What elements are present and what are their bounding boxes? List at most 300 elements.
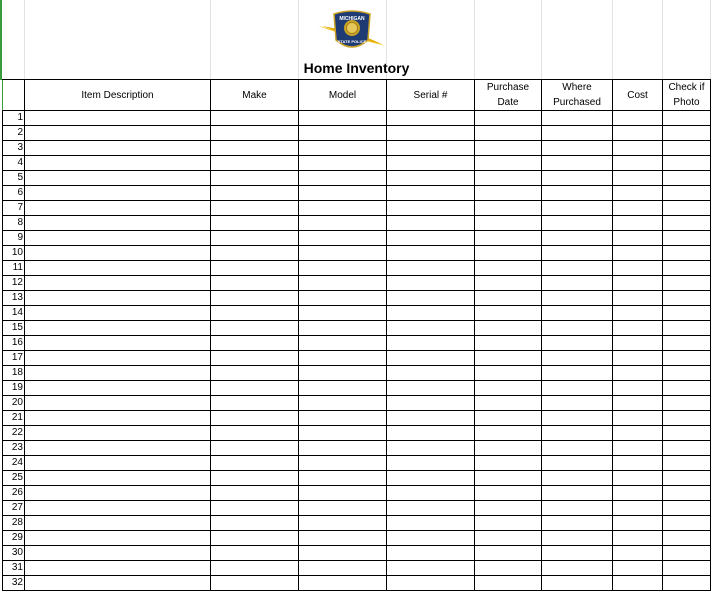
table-cell[interactable] xyxy=(475,216,542,231)
table-cell[interactable] xyxy=(387,156,475,171)
row-number: 31 xyxy=(3,561,25,576)
table-cell[interactable] xyxy=(25,291,211,306)
table-cell[interactable] xyxy=(475,411,542,426)
table-cell[interactable] xyxy=(211,276,299,291)
table-cell[interactable] xyxy=(299,186,387,201)
table-cell[interactable] xyxy=(387,396,475,411)
table-cell[interactable] xyxy=(475,186,542,201)
table-cell[interactable] xyxy=(387,576,475,591)
table-row xyxy=(3,546,711,561)
table-cell[interactable] xyxy=(542,111,613,126)
table-cell[interactable] xyxy=(25,171,211,186)
table-cell[interactable] xyxy=(613,231,663,246)
table-cell[interactable] xyxy=(475,501,542,516)
table-cell[interactable] xyxy=(663,396,711,411)
table-cell[interactable] xyxy=(475,546,542,561)
table-cell[interactable] xyxy=(211,306,299,321)
table-cell[interactable] xyxy=(211,471,299,486)
row-number: 12 xyxy=(3,276,25,291)
table-cell[interactable] xyxy=(613,186,663,201)
table-cell[interactable] xyxy=(299,291,387,306)
table-cell[interactable] xyxy=(387,486,475,501)
table-cell[interactable] xyxy=(663,186,711,201)
table-cell[interactable] xyxy=(299,306,387,321)
table-cell[interactable] xyxy=(613,321,663,336)
table-cell[interactable] xyxy=(25,471,211,486)
table-cell[interactable] xyxy=(299,396,387,411)
table-cell[interactable] xyxy=(613,531,663,546)
table-cell[interactable] xyxy=(475,231,542,246)
table-cell[interactable] xyxy=(542,576,613,591)
table-cell[interactable] xyxy=(475,426,542,441)
table-cell[interactable] xyxy=(542,411,613,426)
table-cell[interactable] xyxy=(542,501,613,516)
table-cell[interactable] xyxy=(613,291,663,306)
table-cell[interactable] xyxy=(299,336,387,351)
table-cell[interactable] xyxy=(211,516,299,531)
table-cell[interactable] xyxy=(299,261,387,276)
table-cell[interactable] xyxy=(25,501,211,516)
table-cell[interactable] xyxy=(211,561,299,576)
table-cell[interactable] xyxy=(299,141,387,156)
table-cell[interactable] xyxy=(211,456,299,471)
table-cell[interactable] xyxy=(299,456,387,471)
table-cell[interactable] xyxy=(663,366,711,381)
table-cell[interactable] xyxy=(663,456,711,471)
table-cell[interactable] xyxy=(299,381,387,396)
table-cell[interactable] xyxy=(387,516,475,531)
table-cell[interactable] xyxy=(542,456,613,471)
table-cell[interactable] xyxy=(299,576,387,591)
table-row xyxy=(3,366,711,381)
table-cell[interactable] xyxy=(299,516,387,531)
table-cell[interactable] xyxy=(663,486,711,501)
table-cell[interactable] xyxy=(387,186,475,201)
row-number: 16 xyxy=(3,336,25,351)
table-cell[interactable] xyxy=(387,561,475,576)
table-cell[interactable] xyxy=(475,261,542,276)
table-cell[interactable] xyxy=(25,141,211,156)
table-cell[interactable] xyxy=(211,426,299,441)
table-cell[interactable] xyxy=(663,441,711,456)
table-cell[interactable] xyxy=(387,471,475,486)
table-cell[interactable] xyxy=(663,471,711,486)
table-cell[interactable] xyxy=(542,141,613,156)
table-cell[interactable] xyxy=(387,381,475,396)
table-cell[interactable] xyxy=(211,486,299,501)
table-row xyxy=(3,381,711,396)
table-cell[interactable] xyxy=(25,111,211,126)
table-cell[interactable] xyxy=(25,456,211,471)
table-cell[interactable] xyxy=(475,531,542,546)
table-cell[interactable] xyxy=(663,576,711,591)
page-title: Home Inventory xyxy=(303,60,410,76)
table-cell[interactable] xyxy=(387,411,475,426)
table-cell[interactable] xyxy=(613,441,663,456)
table-cell[interactable] xyxy=(663,141,711,156)
table-cell[interactable] xyxy=(387,231,475,246)
table-cell[interactable] xyxy=(542,441,613,456)
table-cell[interactable] xyxy=(475,201,542,216)
row-number: 15 xyxy=(3,321,25,336)
table-cell[interactable] xyxy=(475,396,542,411)
table-cell[interactable] xyxy=(25,336,211,351)
table-cell[interactable] xyxy=(387,291,475,306)
table-cell[interactable] xyxy=(299,546,387,561)
table-cell[interactable] xyxy=(299,171,387,186)
table-cell[interactable] xyxy=(387,321,475,336)
table-cell[interactable] xyxy=(211,336,299,351)
table-cell[interactable] xyxy=(542,231,613,246)
table-cell[interactable] xyxy=(25,351,211,366)
table-cell[interactable] xyxy=(613,336,663,351)
table-cell[interactable] xyxy=(299,321,387,336)
table-cell[interactable] xyxy=(613,546,663,561)
table-row xyxy=(3,156,711,171)
table-cell[interactable] xyxy=(542,306,613,321)
table-row xyxy=(3,531,711,546)
table-cell[interactable] xyxy=(663,201,711,216)
table-cell[interactable] xyxy=(613,126,663,141)
table-cell[interactable] xyxy=(211,201,299,216)
table-cell[interactable] xyxy=(25,441,211,456)
table-cell[interactable] xyxy=(25,516,211,531)
table-cell[interactable] xyxy=(613,456,663,471)
column-header-where-purchased[interactable]: Where Purchased xyxy=(542,80,613,111)
table-cell[interactable] xyxy=(663,381,711,396)
table-cell[interactable] xyxy=(211,291,299,306)
table-cell[interactable] xyxy=(211,441,299,456)
table-cell[interactable] xyxy=(663,531,711,546)
table-cell[interactable] xyxy=(211,321,299,336)
table-cell[interactable] xyxy=(299,426,387,441)
table-cell[interactable] xyxy=(299,441,387,456)
table-cell[interactable] xyxy=(542,426,613,441)
table-cell[interactable] xyxy=(211,186,299,201)
table-cell[interactable] xyxy=(475,171,542,186)
table-cell[interactable] xyxy=(387,126,475,141)
table-cell[interactable] xyxy=(613,201,663,216)
table-cell[interactable] xyxy=(387,171,475,186)
table-row xyxy=(3,246,711,261)
table-cell[interactable] xyxy=(663,171,711,186)
table-cell[interactable] xyxy=(475,156,542,171)
table-cell[interactable] xyxy=(25,576,211,591)
column-header-item-description[interactable]: Item Description xyxy=(25,80,211,111)
table-cell[interactable] xyxy=(663,321,711,336)
table-cell[interactable] xyxy=(211,576,299,591)
table-cell[interactable] xyxy=(475,276,542,291)
table-cell[interactable] xyxy=(475,516,542,531)
table-cell[interactable] xyxy=(387,216,475,231)
table-cell[interactable] xyxy=(475,366,542,381)
table-cell[interactable] xyxy=(542,396,613,411)
row-number: 17 xyxy=(3,351,25,366)
table-cell[interactable] xyxy=(663,156,711,171)
row-number: 22 xyxy=(3,426,25,441)
table-cell[interactable] xyxy=(475,351,542,366)
table-row xyxy=(3,561,711,576)
table-cell[interactable] xyxy=(663,351,711,366)
table-cell[interactable] xyxy=(299,201,387,216)
table-cell[interactable] xyxy=(211,501,299,516)
table-cell[interactable] xyxy=(613,396,663,411)
row-number: 11 xyxy=(3,261,25,276)
table-cell[interactable] xyxy=(211,111,299,126)
table-cell[interactable] xyxy=(211,546,299,561)
table-cell[interactable] xyxy=(25,306,211,321)
table-cell[interactable] xyxy=(475,291,542,306)
table-cell[interactable] xyxy=(211,126,299,141)
table-cell[interactable] xyxy=(475,306,542,321)
table-cell[interactable] xyxy=(663,426,711,441)
table-cell[interactable] xyxy=(542,336,613,351)
table-cell[interactable] xyxy=(299,561,387,576)
table-cell[interactable] xyxy=(663,111,711,126)
table-cell[interactable] xyxy=(663,261,711,276)
table-cell[interactable] xyxy=(211,261,299,276)
table-cell[interactable] xyxy=(299,216,387,231)
table-row xyxy=(3,126,711,141)
table-cell[interactable] xyxy=(542,531,613,546)
table-cell[interactable] xyxy=(542,321,613,336)
table-cell[interactable] xyxy=(475,246,542,261)
table-cell[interactable] xyxy=(663,126,711,141)
table-cell[interactable] xyxy=(613,411,663,426)
table-cell[interactable] xyxy=(613,516,663,531)
row-number: 14 xyxy=(3,306,25,321)
table-cell[interactable] xyxy=(25,126,211,141)
table-cell[interactable] xyxy=(299,276,387,291)
table-cell[interactable] xyxy=(613,351,663,366)
table-cell[interactable] xyxy=(299,231,387,246)
table-cell[interactable] xyxy=(542,366,613,381)
table-cell[interactable] xyxy=(25,231,211,246)
table-row xyxy=(3,456,711,471)
table-cell[interactable] xyxy=(542,486,613,501)
table-cell[interactable] xyxy=(663,306,711,321)
table-cell[interactable] xyxy=(475,111,542,126)
table-cell[interactable] xyxy=(613,276,663,291)
table-cell[interactable] xyxy=(387,501,475,516)
column-header-model[interactable]: Model xyxy=(299,80,387,111)
table-cell[interactable] xyxy=(299,126,387,141)
table-cell[interactable] xyxy=(211,381,299,396)
table-cell[interactable] xyxy=(211,171,299,186)
table-cell[interactable] xyxy=(542,381,613,396)
row-number-header[interactable] xyxy=(3,80,25,111)
table-cell[interactable] xyxy=(299,411,387,426)
table-cell[interactable] xyxy=(542,171,613,186)
table-cell[interactable] xyxy=(211,531,299,546)
column-header-serial[interactable]: Serial # xyxy=(387,80,475,111)
table-cell[interactable] xyxy=(475,321,542,336)
table-row xyxy=(3,201,711,216)
row-number: 18 xyxy=(3,366,25,381)
table-cell[interactable] xyxy=(613,561,663,576)
table-cell[interactable] xyxy=(475,441,542,456)
table-cell[interactable] xyxy=(211,396,299,411)
table-cell[interactable] xyxy=(475,126,542,141)
table-cell[interactable] xyxy=(25,216,211,231)
table-cell[interactable] xyxy=(613,261,663,276)
table-cell[interactable] xyxy=(387,111,475,126)
table-cell[interactable] xyxy=(387,441,475,456)
table-cell[interactable] xyxy=(387,531,475,546)
table-cell[interactable] xyxy=(25,156,211,171)
table-cell[interactable] xyxy=(542,261,613,276)
table-cell[interactable] xyxy=(475,336,542,351)
row-number: 6 xyxy=(3,186,25,201)
table-cell[interactable] xyxy=(211,231,299,246)
table-cell[interactable] xyxy=(475,141,542,156)
table-cell[interactable] xyxy=(663,501,711,516)
table-cell[interactable] xyxy=(299,501,387,516)
table-cell[interactable] xyxy=(211,216,299,231)
row-number: 24 xyxy=(3,456,25,471)
table-cell[interactable] xyxy=(211,246,299,261)
table-row xyxy=(3,276,711,291)
table-cell[interactable] xyxy=(613,576,663,591)
table-cell[interactable] xyxy=(613,216,663,231)
table-cell[interactable] xyxy=(25,411,211,426)
table-cell[interactable] xyxy=(299,531,387,546)
table-cell[interactable] xyxy=(387,141,475,156)
table-cell[interactable] xyxy=(663,516,711,531)
table-cell[interactable] xyxy=(299,366,387,381)
table-cell[interactable] xyxy=(663,246,711,261)
table-cell[interactable] xyxy=(387,261,475,276)
table-cell[interactable] xyxy=(542,546,613,561)
table-cell[interactable] xyxy=(299,486,387,501)
table-cell[interactable] xyxy=(387,426,475,441)
table-cell[interactable] xyxy=(613,381,663,396)
table-cell[interactable] xyxy=(613,366,663,381)
table-cell[interactable] xyxy=(613,171,663,186)
table-cell[interactable] xyxy=(542,276,613,291)
table-cell[interactable] xyxy=(475,561,542,576)
table-cell[interactable] xyxy=(387,306,475,321)
table-cell[interactable] xyxy=(299,351,387,366)
table-cell[interactable] xyxy=(25,531,211,546)
column-header-purchase-date[interactable]: Purchase Date xyxy=(475,80,542,111)
table-cell[interactable] xyxy=(613,426,663,441)
table-cell[interactable] xyxy=(542,561,613,576)
table-cell[interactable] xyxy=(613,156,663,171)
table-cell[interactable] xyxy=(475,456,542,471)
table-cell[interactable] xyxy=(542,471,613,486)
table-row xyxy=(3,111,711,126)
table-cell[interactable] xyxy=(25,261,211,276)
table-cell[interactable] xyxy=(25,366,211,381)
table-cell[interactable] xyxy=(25,201,211,216)
column-header-cost[interactable]: Cost xyxy=(613,80,663,111)
table-cell[interactable] xyxy=(663,231,711,246)
table-cell[interactable] xyxy=(387,351,475,366)
column-header-make[interactable]: Make xyxy=(211,80,299,111)
table-cell[interactable] xyxy=(613,246,663,261)
table-cell[interactable] xyxy=(542,186,613,201)
table-cell[interactable] xyxy=(663,291,711,306)
table-cell[interactable] xyxy=(613,306,663,321)
table-cell[interactable] xyxy=(211,141,299,156)
table-row xyxy=(3,396,711,411)
table-cell[interactable] xyxy=(663,216,711,231)
table-cell[interactable] xyxy=(475,471,542,486)
table-cell[interactable] xyxy=(542,291,613,306)
table-row xyxy=(3,186,711,201)
row-number: 1 xyxy=(3,111,25,126)
table-cell[interactable] xyxy=(613,141,663,156)
table-cell[interactable] xyxy=(25,396,211,411)
table-cell[interactable] xyxy=(542,246,613,261)
table-cell[interactable] xyxy=(211,156,299,171)
table-row xyxy=(3,426,711,441)
table-cell[interactable] xyxy=(25,486,211,501)
table-cell[interactable] xyxy=(387,336,475,351)
table-cell[interactable] xyxy=(663,561,711,576)
table-cell[interactable] xyxy=(387,366,475,381)
table-cell[interactable] xyxy=(387,456,475,471)
row-number: 25 xyxy=(3,471,25,486)
table-cell[interactable] xyxy=(613,501,663,516)
table-cell[interactable] xyxy=(25,246,211,261)
table-cell[interactable] xyxy=(25,321,211,336)
table-cell[interactable] xyxy=(613,111,663,126)
table-cell[interactable] xyxy=(475,381,542,396)
table-cell[interactable] xyxy=(663,276,711,291)
table-cell[interactable] xyxy=(299,246,387,261)
table-cell[interactable] xyxy=(299,156,387,171)
table-cell[interactable] xyxy=(663,411,711,426)
table-cell[interactable] xyxy=(211,366,299,381)
table-cell[interactable] xyxy=(542,201,613,216)
table-cell[interactable] xyxy=(387,246,475,261)
column-header-check-if-photo[interactable]: Check if Photo xyxy=(663,80,711,111)
table-cell[interactable] xyxy=(542,126,613,141)
table-cell[interactable] xyxy=(613,471,663,486)
row-number: 3 xyxy=(3,141,25,156)
table-row xyxy=(3,231,711,246)
table-cell[interactable] xyxy=(663,546,711,561)
row-number: 8 xyxy=(3,216,25,231)
table-cell[interactable] xyxy=(25,561,211,576)
row-number: 4 xyxy=(3,156,25,171)
table-cell[interactable] xyxy=(387,546,475,561)
table-cell[interactable] xyxy=(387,276,475,291)
table-cell[interactable] xyxy=(25,381,211,396)
table-cell[interactable] xyxy=(542,216,613,231)
row-number: 5 xyxy=(3,171,25,186)
table-cell[interactable] xyxy=(25,426,211,441)
table-cell[interactable] xyxy=(25,186,211,201)
table-cell[interactable] xyxy=(299,111,387,126)
table-cell[interactable] xyxy=(475,486,542,501)
table-cell[interactable] xyxy=(663,336,711,351)
table-cell[interactable] xyxy=(25,546,211,561)
table-cell[interactable] xyxy=(613,486,663,501)
table-cell[interactable] xyxy=(542,516,613,531)
table-cell[interactable] xyxy=(211,411,299,426)
table-cell[interactable] xyxy=(25,276,211,291)
table-cell[interactable] xyxy=(299,471,387,486)
table-cell[interactable] xyxy=(475,576,542,591)
table-cell[interactable] xyxy=(211,351,299,366)
table-cell[interactable] xyxy=(542,156,613,171)
svg-text:STATE POLICE: STATE POLICE xyxy=(337,39,367,44)
table-cell[interactable] xyxy=(387,201,475,216)
table-cell[interactable] xyxy=(542,351,613,366)
